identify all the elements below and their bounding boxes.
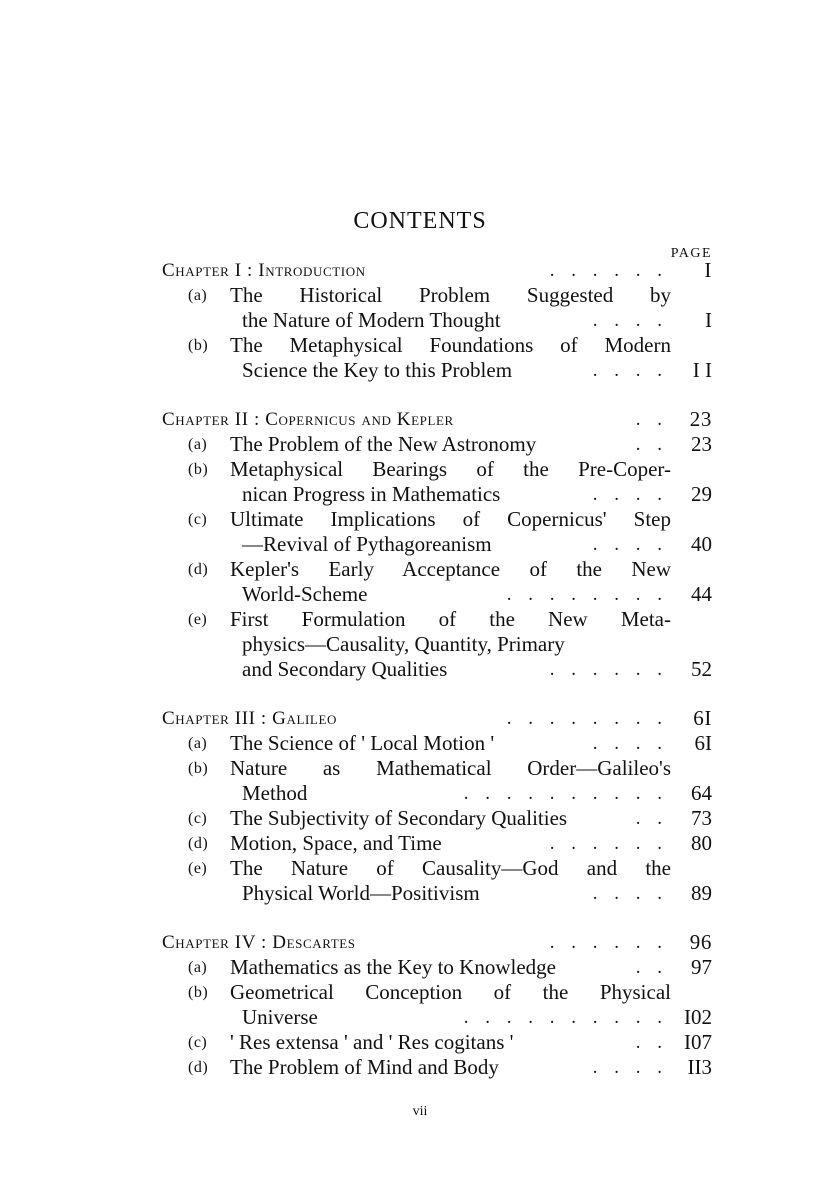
section-letter: (a) bbox=[188, 436, 208, 453]
page-number: 23 bbox=[689, 407, 712, 431]
leader-dots: . . . . . . bbox=[549, 260, 668, 281]
section-entry bbox=[188, 756, 712, 806]
chapter-title: Chapter I : Introduction bbox=[162, 260, 366, 281]
section-letter: (a) bbox=[188, 735, 208, 752]
section-title-line: The Problem of the New Astronomy bbox=[230, 432, 537, 456]
section-title-line: and Secondary Qualities bbox=[242, 657, 448, 681]
section-entry bbox=[188, 806, 712, 831]
section-title-line: Method bbox=[242, 781, 308, 805]
section-letter: (e) bbox=[188, 860, 208, 877]
section-title-line: The Metaphysical Foundations of Modern bbox=[230, 333, 671, 357]
section-letter: (a) bbox=[188, 959, 208, 976]
section-title-line: Motion, Space, and Time bbox=[230, 831, 442, 855]
leader-dots: . . . . . . . . bbox=[506, 708, 668, 729]
section-entry bbox=[188, 283, 712, 333]
section-title-line: the Nature of Modern Thought bbox=[242, 308, 501, 332]
section-entry bbox=[188, 557, 712, 607]
leader-dots: . . . . . . bbox=[549, 932, 668, 953]
page-number: 97 bbox=[691, 955, 712, 979]
leader-dots: . . . . bbox=[592, 310, 668, 331]
folio: vii bbox=[412, 1104, 428, 1119]
page-title: CONTENTS bbox=[353, 208, 487, 234]
section-letter: (b) bbox=[188, 984, 209, 1001]
section-title-line: Geometrical Conception of the Physical bbox=[230, 980, 671, 1004]
section-title-line: Nature as Mathematical Order—Galileo's bbox=[230, 756, 671, 780]
table-of-contents bbox=[162, 258, 712, 1080]
page-number: II3 bbox=[687, 1055, 712, 1079]
page-number: 44 bbox=[691, 582, 712, 606]
leader-dots: . . . . . . . . . . bbox=[463, 1007, 668, 1028]
section-letter: (d) bbox=[188, 1059, 209, 1076]
leader-dots: . . . . bbox=[592, 733, 668, 754]
section-letter: (c) bbox=[188, 1034, 208, 1051]
section-title-line: Metaphysical Bearings of the Pre-Coper- bbox=[230, 457, 671, 481]
section-letter: (d) bbox=[188, 835, 209, 852]
chapter-title: Chapter III : Galileo bbox=[162, 708, 337, 729]
section-title-line: Ultimate Implications of Copernicus' Step bbox=[230, 507, 671, 531]
section-entry bbox=[188, 1030, 712, 1055]
section-entry bbox=[188, 333, 712, 383]
page-number: 6I bbox=[693, 706, 712, 730]
leader-dots: . . . . bbox=[592, 883, 668, 904]
section-title-line: Mathematics as the Key to Knowledge bbox=[230, 955, 556, 979]
section-entry bbox=[188, 1055, 712, 1080]
section-letter: (d) bbox=[188, 561, 209, 578]
section-letter: (b) bbox=[188, 337, 209, 354]
page-number: 40 bbox=[691, 532, 712, 556]
section-title-line: The Problem of Mind and Body bbox=[230, 1055, 499, 1079]
leader-dots: . . bbox=[635, 1032, 668, 1053]
section-entry bbox=[188, 980, 712, 1030]
page-number: I07 bbox=[684, 1030, 712, 1054]
page-column-label: PAGE bbox=[670, 246, 712, 261]
section-letter: (b) bbox=[188, 760, 209, 777]
section-entry bbox=[188, 955, 712, 980]
leader-dots: . . . . . . bbox=[549, 833, 668, 854]
section-entry bbox=[188, 507, 712, 557]
section-title-line: World-Scheme bbox=[242, 582, 368, 606]
section-letter: (c) bbox=[188, 810, 208, 827]
page-number: I I bbox=[692, 358, 712, 382]
section-title-line: physics—Causality, Quantity, Primary bbox=[242, 632, 565, 656]
leader-dots: . . . . bbox=[592, 1057, 668, 1078]
section-title-line: nican Progress in Mathematics bbox=[242, 482, 501, 506]
section-entry bbox=[188, 731, 712, 756]
chapter-entry bbox=[162, 930, 712, 955]
chapter-title: Chapter IV : Descartes bbox=[162, 932, 356, 953]
section-entry bbox=[188, 432, 712, 457]
section-letter: (a) bbox=[188, 287, 208, 304]
page-number: 80 bbox=[691, 831, 712, 855]
leader-dots: . . . . . . bbox=[549, 659, 668, 680]
page-number: I bbox=[704, 258, 712, 282]
chapter-title: Chapter II : Copernicus and Kepler bbox=[162, 409, 454, 430]
leader-dots: . . . . . . . . bbox=[506, 584, 668, 605]
section-title-line: Science the Key to this Problem bbox=[242, 358, 513, 382]
leader-dots: . . . . bbox=[592, 484, 668, 505]
section-title-line: The Subjectivity of Secondary Qualities bbox=[230, 806, 568, 830]
leader-dots: . . . . bbox=[592, 534, 668, 555]
leader-dots: . . bbox=[635, 434, 668, 455]
page-number: 6I bbox=[694, 731, 712, 755]
page-number: 29 bbox=[691, 482, 712, 506]
page-number: I bbox=[705, 308, 712, 332]
section-title-line: Kepler's Early Acceptance of the New bbox=[230, 557, 671, 581]
section-title-line: —Revival of Pythagoreanism bbox=[242, 532, 492, 556]
section-letter: (c) bbox=[188, 511, 208, 528]
section-title-line: Physical World—Positivism bbox=[242, 881, 480, 905]
section-letter: (b) bbox=[188, 461, 209, 478]
section-entry bbox=[188, 457, 712, 507]
page-number: 73 bbox=[691, 806, 712, 830]
section-title-line: First Formulation of the New Meta- bbox=[230, 607, 671, 631]
leader-dots: . . bbox=[635, 957, 668, 978]
page-number: 89 bbox=[691, 881, 712, 905]
page-number: 23 bbox=[691, 432, 712, 456]
leader-dots: . . bbox=[635, 808, 668, 829]
section-entry bbox=[188, 607, 712, 682]
section-title-line: The Science of ' Local Motion ' bbox=[230, 731, 495, 755]
page-number: 96 bbox=[689, 930, 712, 954]
chapter-entry bbox=[162, 407, 712, 432]
section-title-line: ' Res extensa ' and ' Res cogitans ' bbox=[230, 1030, 514, 1054]
section-entry bbox=[188, 831, 712, 856]
page-number: 52 bbox=[691, 657, 712, 681]
section-letter: (e) bbox=[188, 611, 208, 628]
page-number: I02 bbox=[684, 1005, 712, 1029]
leader-dots: . . bbox=[635, 409, 668, 430]
section-title-line: The Historical Problem Suggested by bbox=[230, 283, 671, 307]
chapter-entry bbox=[162, 706, 712, 731]
section-title-line: The Nature of Causality—God and the bbox=[230, 856, 671, 880]
section-title-line: Universe bbox=[242, 1005, 318, 1029]
leader-dots: . . . . bbox=[592, 360, 668, 381]
section-entry bbox=[188, 856, 712, 906]
chapter-entry bbox=[162, 258, 712, 283]
page-number: 64 bbox=[691, 781, 712, 805]
leader-dots: . . . . . . . . . . bbox=[463, 783, 668, 804]
